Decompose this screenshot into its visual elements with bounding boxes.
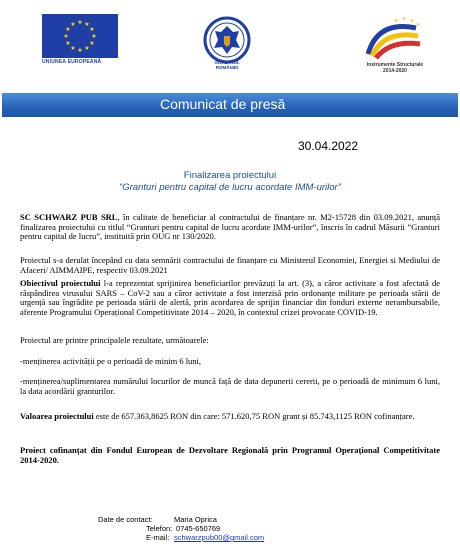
eu-logo bbox=[42, 14, 118, 66]
email-link[interactable]: schwarzpub00@gmail.com bbox=[174, 533, 265, 542]
svg-text:★: ★ bbox=[91, 33, 97, 40]
result-item-1: -menținerea activității pe o perioadă de minim 6 luni, bbox=[20, 356, 202, 366]
is-caption-line1: Instrumente Structurale bbox=[366, 62, 424, 68]
svg-text:★: ★ bbox=[77, 47, 83, 54]
government-caption: GUVERNUL ROMÂNIEI bbox=[214, 60, 240, 70]
paragraph-beneficiary-text: , în calitate de beneficiar al contractului de finanțare nr. M2-15728 din 03.09.2021, anunță finalizarea proiectului cu titlul “Granturi pentru capital de lucru acordate IMM-urilor”, înscris în cadrul Măsurii ”Granturi pentru capital de lucru”, instituită prin OUG nr 130/2020. bbox=[20, 212, 440, 242]
eu-flag-icon bbox=[42, 14, 118, 58]
paragraph-results-intro: Proiectul are printre principalele rezultate, următoarele: bbox=[20, 335, 209, 345]
email-label: E-mail: bbox=[146, 533, 170, 542]
paragraph-beneficiary bbox=[20, 213, 440, 242]
objective-label: Obiectivul proiectului bbox=[20, 278, 101, 288]
government-logo bbox=[199, 14, 255, 76]
eu-caption: UNIUNEA EUROPEANĂ bbox=[42, 59, 102, 65]
structural-instruments-caption bbox=[358, 62, 432, 74]
svg-text:★: ★ bbox=[70, 21, 76, 28]
logo-header bbox=[0, 0, 460, 80]
svg-text:★: ★ bbox=[70, 45, 76, 52]
svg-text:★: ★ bbox=[402, 16, 407, 22]
phone-label: Telefon: bbox=[146, 524, 173, 533]
result-item-2: -menținerea/suplimentarea numărului locurilor de muncă față de data depunerii cererii, pe o perioadă de minimum 6 luni, la data acordării granturilor. bbox=[20, 376, 440, 396]
structural-instruments-icon bbox=[358, 14, 428, 62]
paragraph-duration: Proiectul s-a derulat începând cu data semnării contractului de finanțare cu Ministerul Economiei, Energiei si Mediului de Afaceri/ AIMMAIPE, respectiv 03.09.2021 bbox=[20, 255, 440, 275]
svg-text:★: ★ bbox=[65, 26, 71, 33]
svg-text:★: ★ bbox=[410, 18, 415, 24]
phone-number: 0745-650769 bbox=[176, 524, 221, 533]
structural-instruments-logo bbox=[358, 14, 428, 78]
is-caption-line2: 2014-2020 bbox=[383, 68, 407, 74]
value-label: Valoarea proiectului bbox=[20, 411, 94, 421]
paragraph-objective bbox=[20, 279, 440, 317]
svg-text:★: ★ bbox=[89, 26, 95, 33]
contact-name: Maria Oprica bbox=[174, 515, 217, 524]
press-release-banner bbox=[2, 93, 458, 117]
release-date: 30.04.2022 bbox=[298, 139, 359, 153]
svg-text:★: ★ bbox=[416, 22, 421, 28]
paragraph-value-text: este de 657.363,8625 RON din care: 571.620,75 RON grant și 85.743,1125 RON cofinanțare. bbox=[93, 411, 415, 421]
svg-text:★: ★ bbox=[63, 33, 69, 40]
svg-text:★: ★ bbox=[77, 19, 83, 26]
banner-title: Comunicat de presă bbox=[160, 96, 286, 112]
paragraph-value bbox=[20, 412, 440, 422]
paragraph-objective-text: l-a reprezentat sprijinirea beneficiarilor prevăzuți la art. (3), a căror activitate a fost afectată de răspândirea virusului SARS – CoV-2 sau a căror activitate a fost interzisă prin ordonanțe militare pe perioada stării de urgență sau îngrădite pe perioada stării de alertă, prin acordarea de sprijin financiar din fonduri externe nerambursabile, aferente Programului Operațional Competitivitate 2014 – 2020, în contextul crizei provocate COVID-19. bbox=[20, 278, 440, 317]
project-title-line2: “Granturi pentru capital de lucru acordate IMM-urilor” bbox=[119, 182, 341, 193]
svg-text:★: ★ bbox=[65, 40, 71, 47]
contact-label: Date de contact: bbox=[98, 515, 153, 524]
company-name: SC SCHWARZ PUB SRL bbox=[20, 212, 118, 222]
paragraph-cofinancing: Proiect cofinanțat din Fondul European de Dezvoltare Regională prin Programul Operațional Competitivitate 2014-2020. bbox=[20, 445, 440, 465]
svg-text:★: ★ bbox=[394, 18, 399, 24]
project-title-line1: Finalizarea proiectului bbox=[183, 170, 277, 181]
svg-text:★: ★ bbox=[84, 45, 90, 52]
svg-text:★: ★ bbox=[89, 40, 95, 47]
svg-text:★: ★ bbox=[84, 21, 90, 28]
